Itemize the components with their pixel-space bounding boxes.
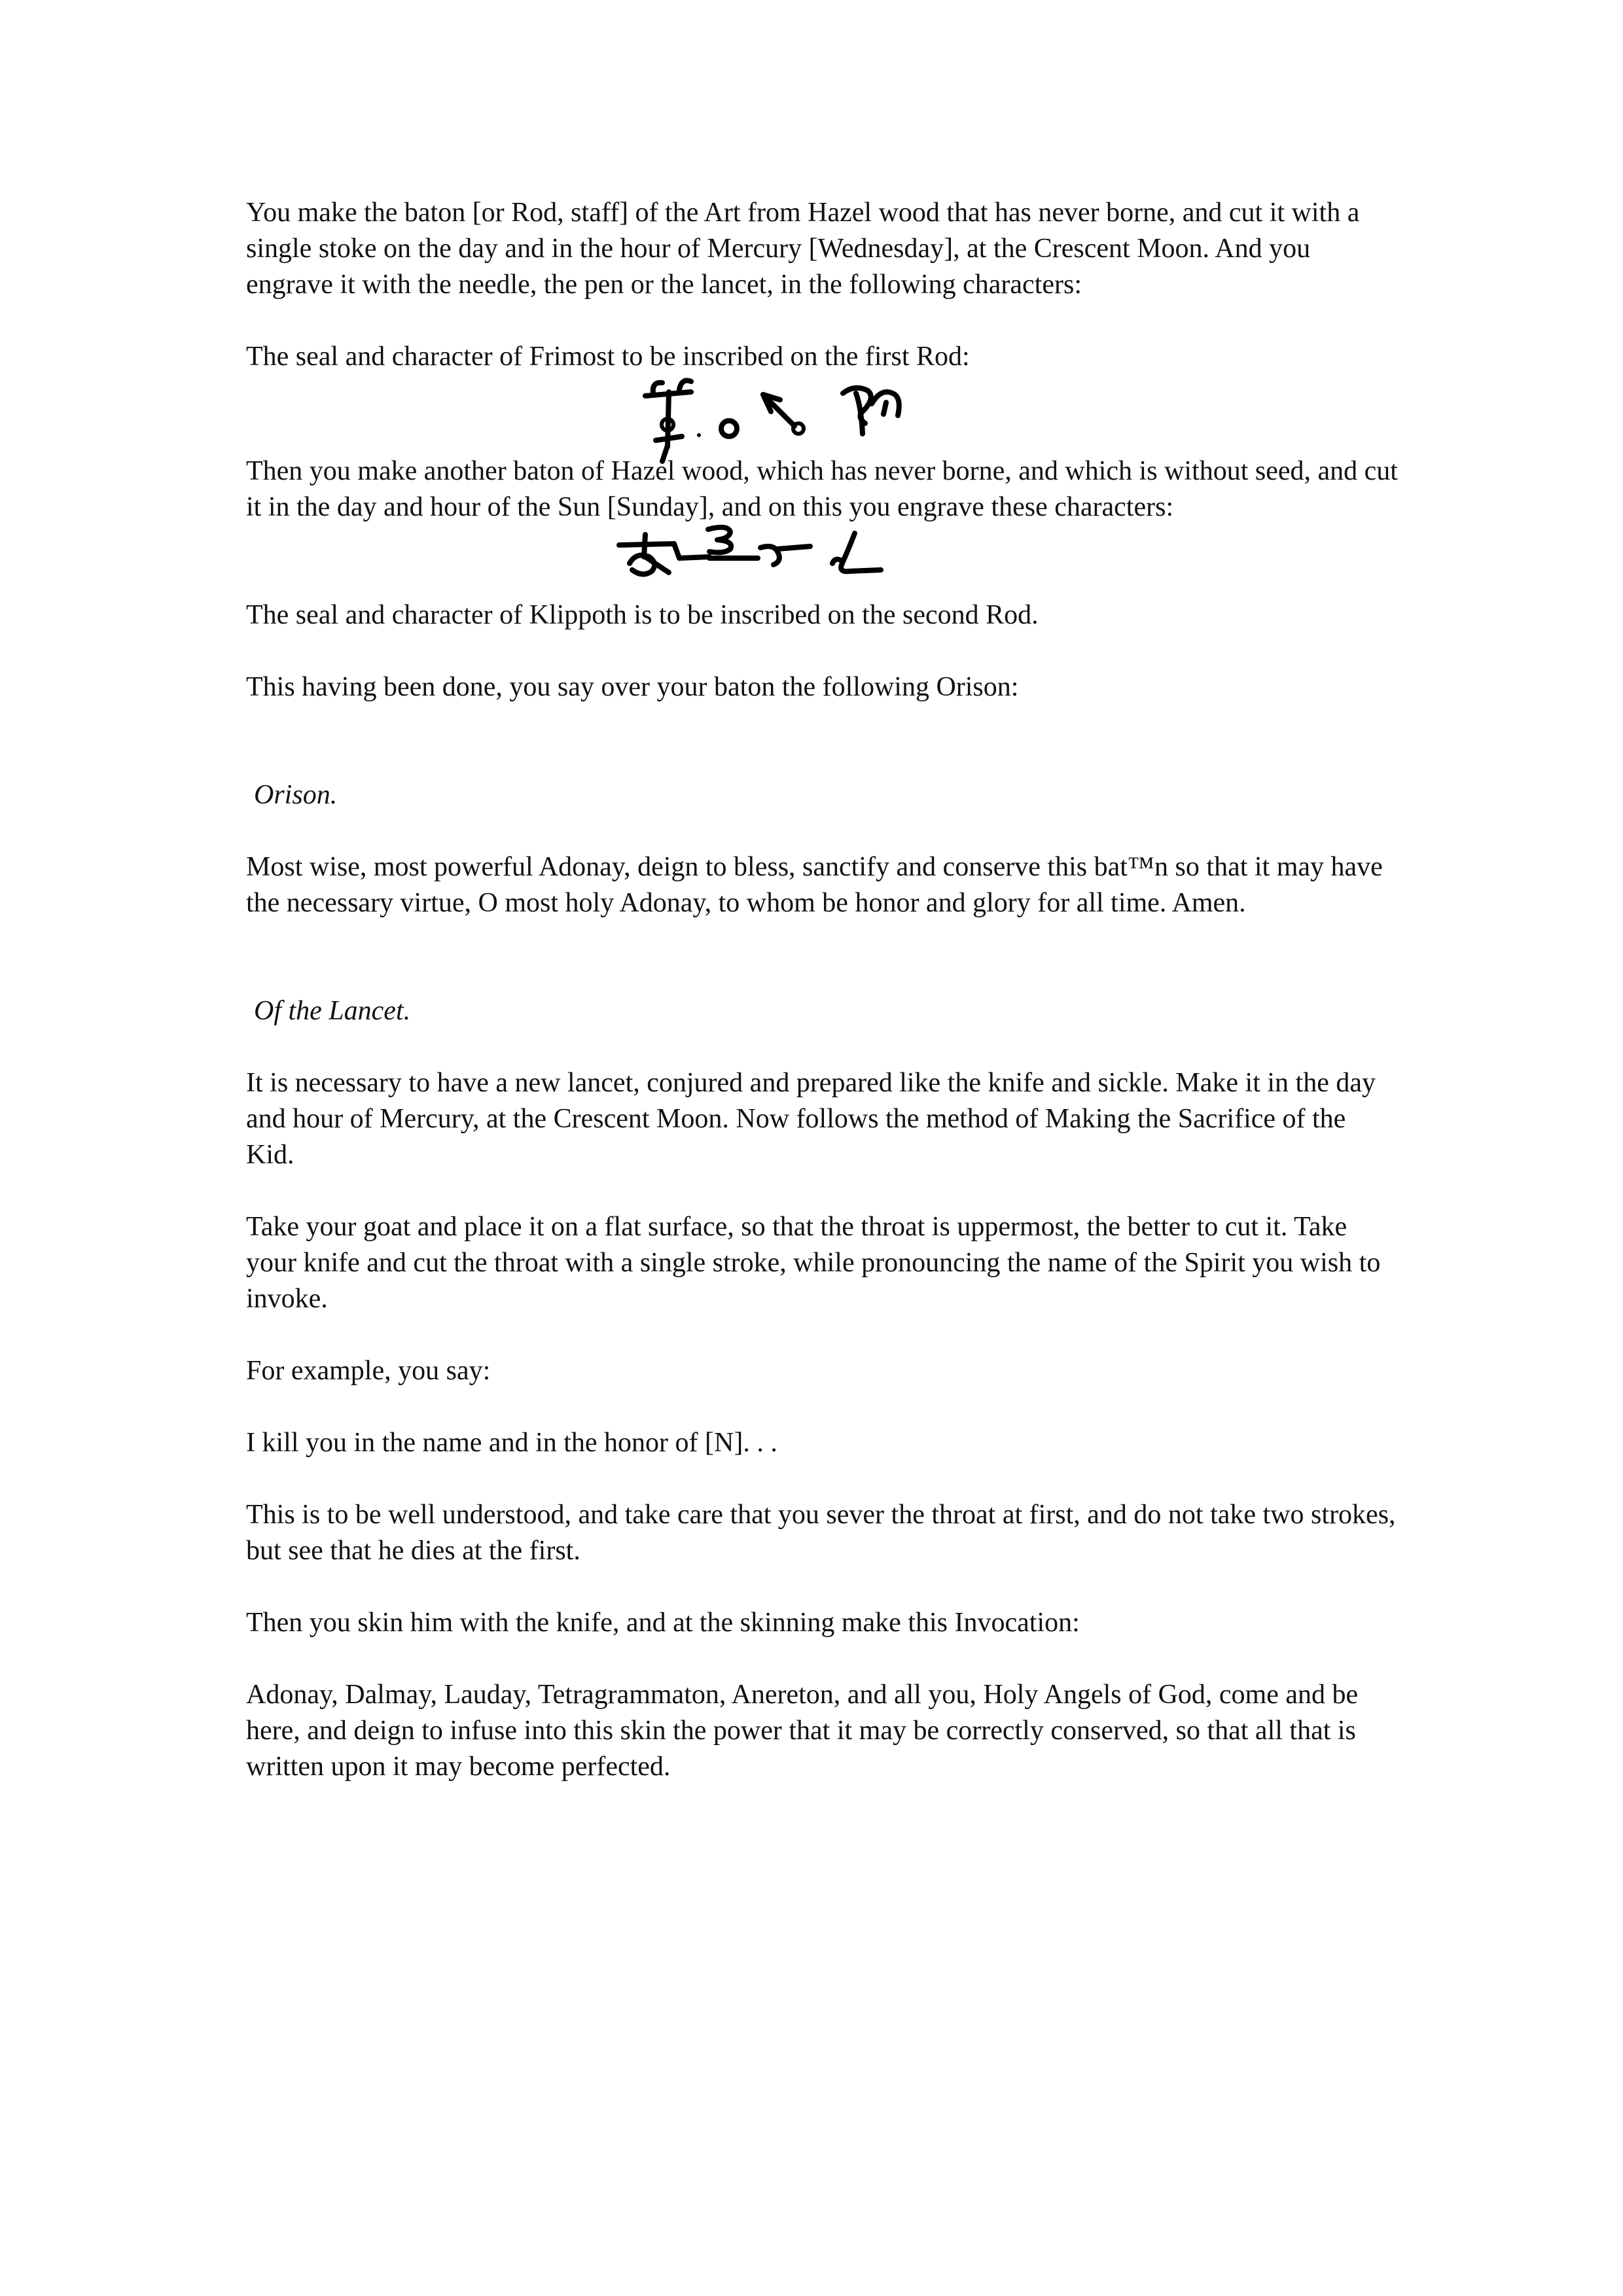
spacer <box>246 1641 1398 1677</box>
paragraph-goat: Take your goat and place it on a flat surface, so that the throat is uppermost, the better to cut it. Take your knife and cut the throat with a single stroke, while pronouncing the name of the Spirit you wish to invoke. <box>246 1212 1381 1314</box>
paragraph-kill-formula: I kill you in the name and in the honor of [N]. . . <box>246 1428 777 1458</box>
paragraph-invocation: Adonay, Dalmay, Lauday, Tetragrammaton, Anereton, and all you, Holy Angels of God, come and be here, and deign to infuse into this skin the power that it may be correctly conserved, so that all that is written upon it may become perfected. <box>246 1680 1359 1782</box>
heading-orison: Orison. <box>254 780 338 810</box>
spacer <box>246 1173 1398 1209</box>
paragraph-understood: This is to be well understood, and take care that you sever the throat at first, and do not take two strokes, but see that he dies at the first. <box>246 1500 1396 1566</box>
paragraph-orison-text: Most wise, most powerful Adonay, deign to bless, sanctify and conserve this bat™n so that it may have the necessary virtue, O most holy Adonay, to whom be honor and glory for all time. Amen. <box>246 852 1383 918</box>
paragraph-baton-intro: You make the baton [or Rod, staff] of the Art from Hazel wood that has never borne, and cut it with a single stoke on the day and in the hour of Mercury [Wednesday], at the Crescent Moon. And you engrave it with the needle, the pen or the lancet, in the following characters: <box>246 198 1360 300</box>
spacer <box>246 921 1398 993</box>
spacer <box>246 1029 1398 1065</box>
spacer <box>246 705 1398 777</box>
spacer <box>246 813 1398 849</box>
frimost-seal-figure <box>246 375 1398 453</box>
paragraph-second-baton: Then you make another baton of Hazel wood, which has never borne, and which is without seed, and cut it in the day and hour of the Sun [Sunday], and on this you engrave these characters: <box>246 456 1398 522</box>
paragraph-klippoth-caption: The seal and character of Klippoth is to be inscribed on the second Rod. <box>246 600 1039 630</box>
paragraph-example: For example, you say: <box>246 1356 491 1386</box>
spacer <box>246 633 1398 669</box>
spacer <box>246 1569 1398 1605</box>
spacer <box>246 1461 1398 1497</box>
paragraph-lancet: It is necessary to have a new lancet, conjured and prepared like the knife and sickle. Make it in the day and hour of Mercury, at the Crescent Moon. Now follows the method of Making the Sacrifice of the Kid. <box>246 1068 1376 1170</box>
paragraph-skinning: Then you skin him with the knife, and at the skinning make this Invocation: <box>246 1608 1080 1638</box>
paragraph-frimost-caption: The seal and character of Frimost to be inscribed on the first Rod: <box>246 342 970 372</box>
paragraph-orison-intro: This having been done, you say over your baton the following Orison: <box>246 672 1019 702</box>
document-page <box>246 195 1398 1785</box>
spacer <box>246 1389 1398 1425</box>
heading-of-the-lancet: Of the Lancet. <box>254 996 411 1026</box>
klippoth-seal-icon <box>606 518 1051 603</box>
spacer <box>246 303 1398 339</box>
klippoth-seal-figure <box>246 525 1398 597</box>
frimost-seal-icon <box>619 368 1025 473</box>
spacer <box>246 1317 1398 1353</box>
